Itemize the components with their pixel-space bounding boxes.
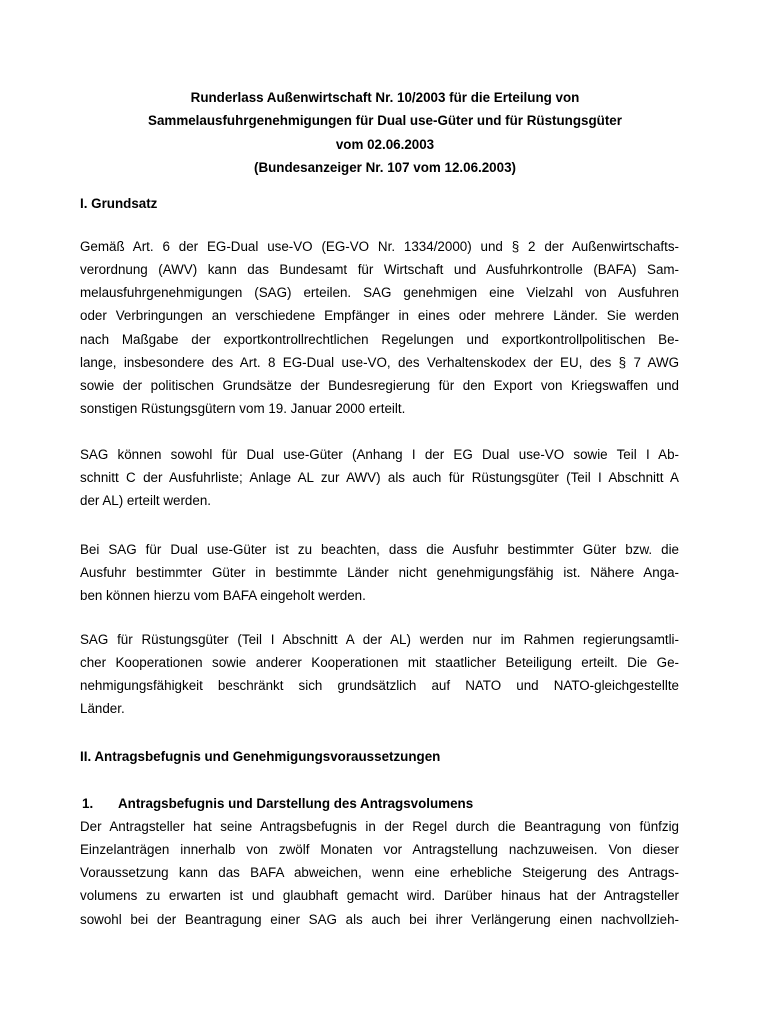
title-line: Sammelausfuhrgenehmigungen für Dual use-Güter und für Rüstungsgüter — [148, 113, 622, 129]
paragraph — [80, 443, 679, 512]
subsection-heading — [80, 792, 473, 815]
section-heading-antragsbefugnis: II. Antragsbefugnis und Genehmigungsvoraussetzungen — [80, 749, 441, 764]
text-line: SAG für Rüstungsgüter (Teil I Abschnitt A der AL) werden nur im Rahmen regierungsamtli- — [80, 632, 679, 647]
title-line: (Bundesanzeiger Nr. 107 vom 12.06.2003) — [254, 159, 516, 175]
document-title — [80, 86, 690, 179]
text-line: melausfuhrgenehmigungen (SAG) erteilen. SAG genehmigen eine Vielzahl von Ausfuhren — [80, 285, 679, 301]
text-line: nehmigungsfähigkeit beschränkt sich grundsätzlich auf NATO und NATO-gleichgestellte — [80, 678, 679, 694]
text-line: Länder. — [80, 701, 125, 717]
text-line: sonstigen Rüstungsgütern vom 19. Januar 2000 erteilt. — [80, 401, 406, 417]
text-line: Bei SAG für Dual use-Güter ist zu beachten, dass die Ausfuhr bestimmter Güter bzw. die — [80, 542, 679, 557]
text-line: nach Maßgabe der exportkontrollrechtlichen Regelungen und exportkontrollpolitischen Be- — [80, 331, 679, 347]
text-line: SAG können sowohl für Dual use-Güter (Anhang I der EG Dual use-VO sowie Teil I Ab- — [80, 447, 679, 462]
text-line: der AL) erteilt werden. — [80, 493, 211, 509]
text-line: volumens zu erwarten ist und glaubhaft gemacht wird. Darüber hinaus hat der Antragsteller — [80, 888, 679, 904]
text-line: cher Kooperationen sowie anderer Kooperationen mit staatlicher Beteiligung erteilt. Die Ge- — [80, 655, 679, 671]
text-line: Ausfuhr bestimmter Güter in bestimmte Länder nicht genehmigungsfähig ist. Nähere Anga- — [80, 565, 679, 581]
paragraph — [80, 538, 679, 607]
paragraph — [80, 235, 679, 420]
text-line: ben können hierzu vom BAFA eingeholt werden. — [80, 588, 366, 604]
section-heading-grundsatz: I. Grundsatz — [80, 196, 158, 211]
text-line: verordnung (AWV) kann das Bundesamt für Wirtschaft und Ausfuhrkontrolle (BAFA) Sam- — [80, 262, 679, 278]
text-line: sowohl bei der Beantragung einer SAG als auch bei ihrer Verlängerung einen nachvollzieh- — [80, 911, 679, 927]
title-line: vom 02.06.2003 — [335, 136, 435, 152]
text-line: schnitt C der Ausfuhrliste; Anlage AL zur AWV) als auch für Rüstungsgüter (Teil I Abschnitt A — [80, 470, 679, 486]
text-line: sowie der politischen Grundsätze der Bundesregierung für den Export von Kriegswaffen und — [80, 377, 679, 393]
paragraph — [80, 628, 679, 721]
text-line: Einzelanträgen innerhalb von zwölf Monaten vor Antragstellung nachzuweisen. Von dieser — [80, 842, 679, 858]
text-line: lange, insbesondere des Art. 8 EG-Dual use-VO, des Verhaltenskodex der EU, des § 7 AWG — [80, 354, 679, 370]
paragraph — [80, 815, 679, 931]
text-line: Der Antragsteller hat seine Antragsbefugnis in der Regel durch die Beantragung von fünfzig — [80, 819, 679, 834]
subsection-title: Antragsbefugnis und Darstellung des Antragsvolumens — [118, 796, 474, 811]
text-line: Gemäß Art. 6 der EG-Dual use-VO (EG-VO Nr. 1334/2000) und § 2 der Außenwirtschafts- — [80, 239, 679, 254]
title-line: Runderlass Außenwirtschaft Nr. 10/2003 für die Erteilung von — [190, 90, 580, 105]
text-line: Voraussetzung kann das BAFA abweichen, wenn eine erhebliche Steigerung des Antrags- — [80, 865, 679, 881]
subsection-number: 1. — [82, 796, 94, 811]
text-line: oder Verbringungen an verschiedene Empfänger in eines oder mehrere Länder. Sie werden — [80, 308, 679, 324]
